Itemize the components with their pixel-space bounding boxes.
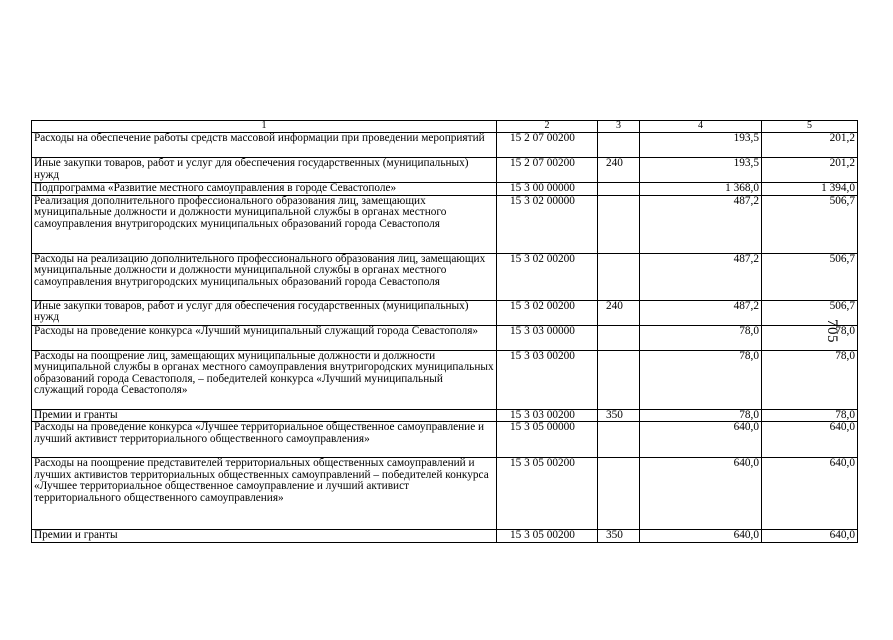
row-type-cell [598, 325, 640, 350]
table-row [32, 409, 858, 422]
table-row [32, 350, 858, 409]
row-type-cell [598, 183, 640, 196]
row-name-cell: Расходы на проведение конкурса «Лучший муниципальный служащий города Севастополя» [32, 325, 497, 350]
row-value-col5: 78,0 [762, 325, 858, 350]
table-row [32, 422, 858, 458]
row-name-cell: Реализация дополнительного профессионального образования лиц, замещающих муниципальные должности и должности муниципальной службы в органах местного самоуправления внутригородских муниципальных образований города Севастополя [32, 195, 497, 253]
row-value-col4: 487,2 [640, 253, 762, 300]
row-code-cell: 15 3 05 00000 [497, 422, 598, 458]
table-row [32, 195, 858, 253]
row-value-col4: 78,0 [640, 325, 762, 350]
row-value-col4: 193,5 [640, 133, 762, 158]
row-type-cell [598, 195, 640, 253]
row-name-cell: Премии и гранты [32, 530, 497, 543]
budget-table [31, 120, 858, 543]
column-header: 4 [640, 121, 762, 133]
row-code-cell: 15 2 07 00200 [497, 133, 598, 158]
row-value-col5: 506,7 [762, 195, 858, 253]
row-name-cell: Расходы на реализацию дополнительного профессионального образования лиц, замещающих муниципальные должности и должности муниципальной службы в органах местного самоуправления внутригородских муниципальных образований города Севастополя [32, 253, 497, 300]
row-value-col4: 78,0 [640, 350, 762, 409]
row-value-col4: 78,0 [640, 409, 762, 422]
row-type-cell [598, 458, 640, 530]
row-value-col4: 640,0 [640, 422, 762, 458]
row-value-col5: 201,2 [762, 133, 858, 158]
row-code-cell: 15 3 02 00200 [497, 253, 598, 300]
table-row [32, 183, 858, 196]
row-value-col4: 1 368,0 [640, 183, 762, 196]
row-name-cell: Подпрограмма «Развитие местного самоуправления в городе Севастополе» [32, 183, 497, 196]
column-header: 5 [762, 121, 858, 133]
row-value-col5: 640,0 [762, 458, 858, 530]
row-value-col4: 640,0 [640, 530, 762, 543]
row-name-cell: Иные закупки товаров, работ и услуг для обеспечения государственных (муниципальных) нужд [32, 300, 497, 325]
table-row [32, 325, 858, 350]
row-name-cell: Расходы на поощрение представителей территориальных общественных самоуправлений и лучших активистов территориальных общественных самоуправлений – победителей конкурса «Лучшее территориальное общественное самоуправление и лучший активист территориального общественного самоуправления» [32, 458, 497, 530]
row-type-cell: 240 [598, 300, 640, 325]
table-row [32, 133, 858, 158]
row-value-col5: 506,7 [762, 253, 858, 300]
row-type-cell [598, 422, 640, 458]
row-value-col4: 640,0 [640, 458, 762, 530]
row-type-cell [598, 350, 640, 409]
table-row [32, 530, 858, 543]
row-code-cell: 15 3 03 00200 [497, 350, 598, 409]
row-value-col5: 78,0 [762, 409, 858, 422]
row-code-cell: 15 3 02 00000 [497, 195, 598, 253]
page-number: 705 [824, 319, 840, 343]
row-name-cell: Расходы на проведение конкурса «Лучшее территориальное общественное самоуправление и лучший активист территориального общественного самоуправления» [32, 422, 497, 458]
table-row [32, 158, 858, 183]
row-type-cell: 240 [598, 158, 640, 183]
column-header: 1 [32, 121, 497, 133]
row-type-cell: 350 [598, 530, 640, 543]
row-value-col5: 201,2 [762, 158, 858, 183]
row-name-cell: Иные закупки товаров, работ и услуг для обеспечения государственных (муниципальных) нужд [32, 158, 497, 183]
row-type-cell: 350 [598, 409, 640, 422]
row-value-col5: 506,7 [762, 300, 858, 325]
table-row [32, 253, 858, 300]
row-code-cell: 15 3 03 00000 [497, 325, 598, 350]
row-name-cell: Премии и гранты [32, 409, 497, 422]
row-name-cell: Расходы на обеспечение работы средств массовой информации при проведении мероприятий [32, 133, 497, 158]
row-code-cell: 15 3 05 00200 [497, 530, 598, 543]
row-code-cell: 15 3 03 00200 [497, 409, 598, 422]
row-value-col5: 1 394,0 [762, 183, 858, 196]
row-value-col5: 640,0 [762, 422, 858, 458]
row-name-cell: Расходы на поощрение лиц, замещающих муниципальные должности и должности муниципальной службы в органах местного самоуправления внутригородских муниципальных образований города Севастополя, – победителей конкурса «Лучший муниципальный служащий города Севастополя» [32, 350, 497, 409]
row-code-cell: 15 3 02 00200 [497, 300, 598, 325]
row-code-cell: 15 3 05 00200 [497, 458, 598, 530]
row-value-col4: 487,2 [640, 300, 762, 325]
table-row [32, 458, 858, 530]
row-value-col4: 487,2 [640, 195, 762, 253]
row-type-cell [598, 253, 640, 300]
table-header-row [32, 121, 858, 133]
row-code-cell: 15 3 00 00000 [497, 183, 598, 196]
column-header: 2 [497, 121, 598, 133]
row-value-col5: 640,0 [762, 530, 858, 543]
row-value-col4: 193,5 [640, 158, 762, 183]
column-header: 3 [598, 121, 640, 133]
table-row [32, 300, 858, 325]
row-code-cell: 15 2 07 00200 [497, 158, 598, 183]
row-type-cell [598, 133, 640, 158]
row-value-col5: 78,0 [762, 350, 858, 409]
